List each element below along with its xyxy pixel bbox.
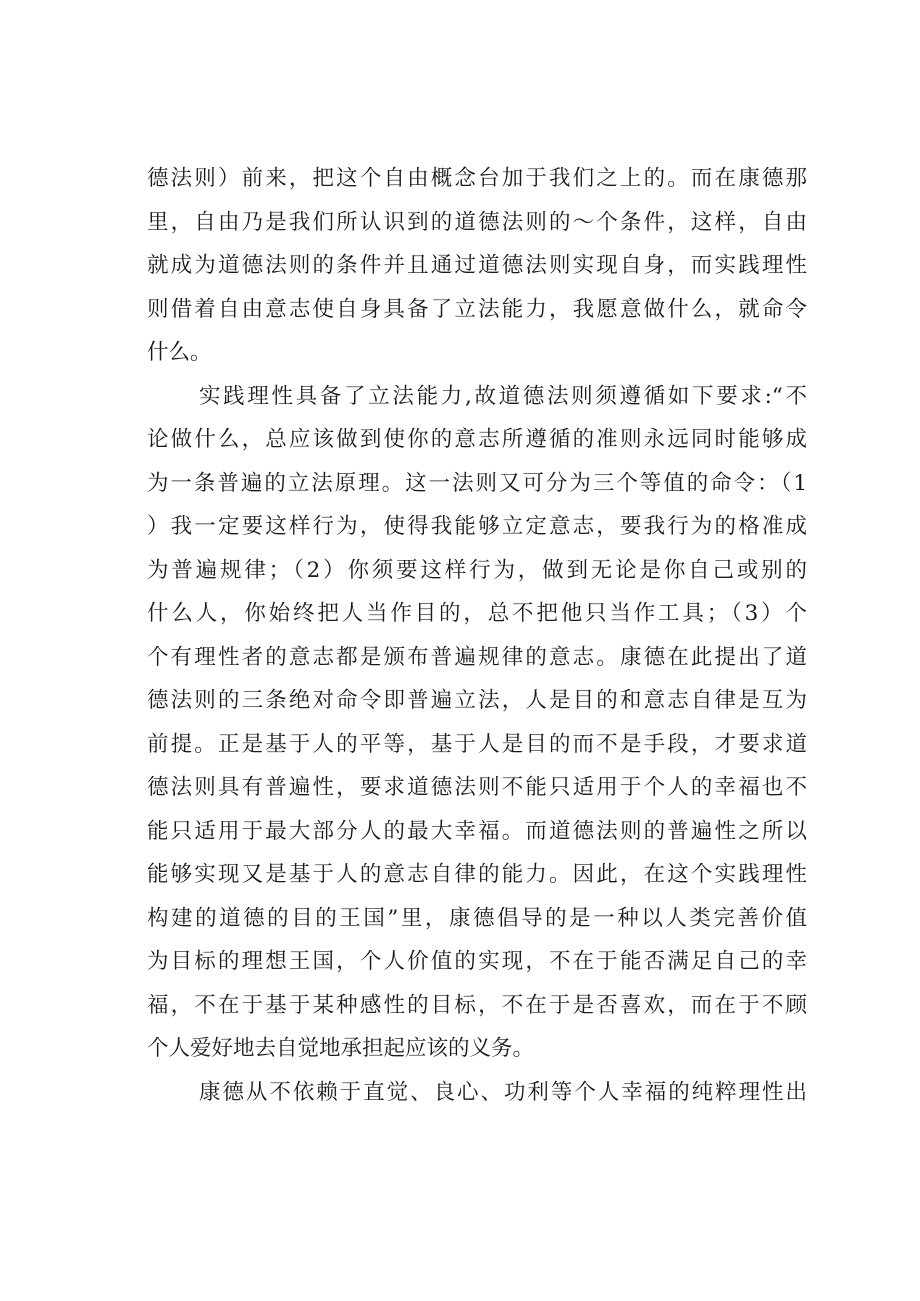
text-line: 德法则具有普遍性，要求道德法则不能只适用于个人的幸福也不 bbox=[147, 775, 807, 800]
text-line: 前提。正是基于人的平等，基于人是目的而不是手段，才要求道 bbox=[147, 731, 807, 757]
paragraph-1 bbox=[147, 157, 807, 375]
text-line: 什么。 bbox=[147, 340, 212, 365]
text-line: 个人爱好地去自觉地承担起应该的义务。 bbox=[147, 1036, 535, 1061]
text-line: 实践理性具备了立法能力,故道德法则须遵循如下要求:“不 bbox=[199, 383, 807, 409]
text-line: 德法则的三条绝对命令即普遍立法，人是目的和意志自律是互为 bbox=[147, 688, 807, 713]
text-line: 个有理性者的意志都是颁布普遍规律的意志。康德在此提出了道 bbox=[147, 644, 807, 670]
text-line: 里，自由乃是我们所认识到的道德法则的〜个条件，这样，自由 bbox=[147, 209, 807, 235]
text-line: 则借着自由意志使自身具备了立法能力，我愿意做什么，就命令 bbox=[147, 296, 807, 322]
text-line: 构建的道德的目的王国”里，康德倡导的是一种以人类完善价值 bbox=[147, 905, 807, 931]
text-line: 就成为道德法则的条件并且通过道德法则实现自身，而实践理性 bbox=[147, 253, 807, 278]
text-line: 能够实现又是基于人的意志自律的能力。因此，在这个实践理性 bbox=[147, 862, 807, 887]
text-line: ）我一定要这样行为，使得我能够立定意志，要我行为的格准成 bbox=[147, 514, 807, 539]
text-line: 论做什么，总应该做到使你的意志所遵循的准则永远同时能够成 bbox=[147, 427, 807, 452]
paragraph-3 bbox=[147, 1071, 807, 1115]
text-line: 福，不在于基于某种感性的目标，不在于是否喜欢，而在于不顾 bbox=[147, 992, 807, 1018]
text-line: 为一条普遍的立法原理。这一法则又可分为三个等值的命令：（1 bbox=[147, 470, 807, 496]
text-line: 能只适用于最大部分人的最大幸福。而道德法则的普遍性之所以 bbox=[147, 818, 807, 844]
paragraph-2 bbox=[147, 375, 807, 1071]
text-line: 康德从不依赖于直觉、良心、功利等个人幸福的纯粹理性出 bbox=[199, 1079, 807, 1105]
text-line: 德法则）前来，把这个自由概念台加于我们之上的。而在康德那 bbox=[147, 166, 807, 191]
text-line: 什么人，你始终把人当作目的，总不把他只当作工具；（3）个 bbox=[147, 601, 807, 626]
text-line: 为普遍规律；（2）你须要这样行为，做到无论是你自己或别的 bbox=[147, 557, 807, 583]
body-text bbox=[147, 157, 807, 1114]
text-line: 为目标的理想王国，个人价值的实现，不在于能否满足自己的幸 bbox=[147, 949, 807, 974]
